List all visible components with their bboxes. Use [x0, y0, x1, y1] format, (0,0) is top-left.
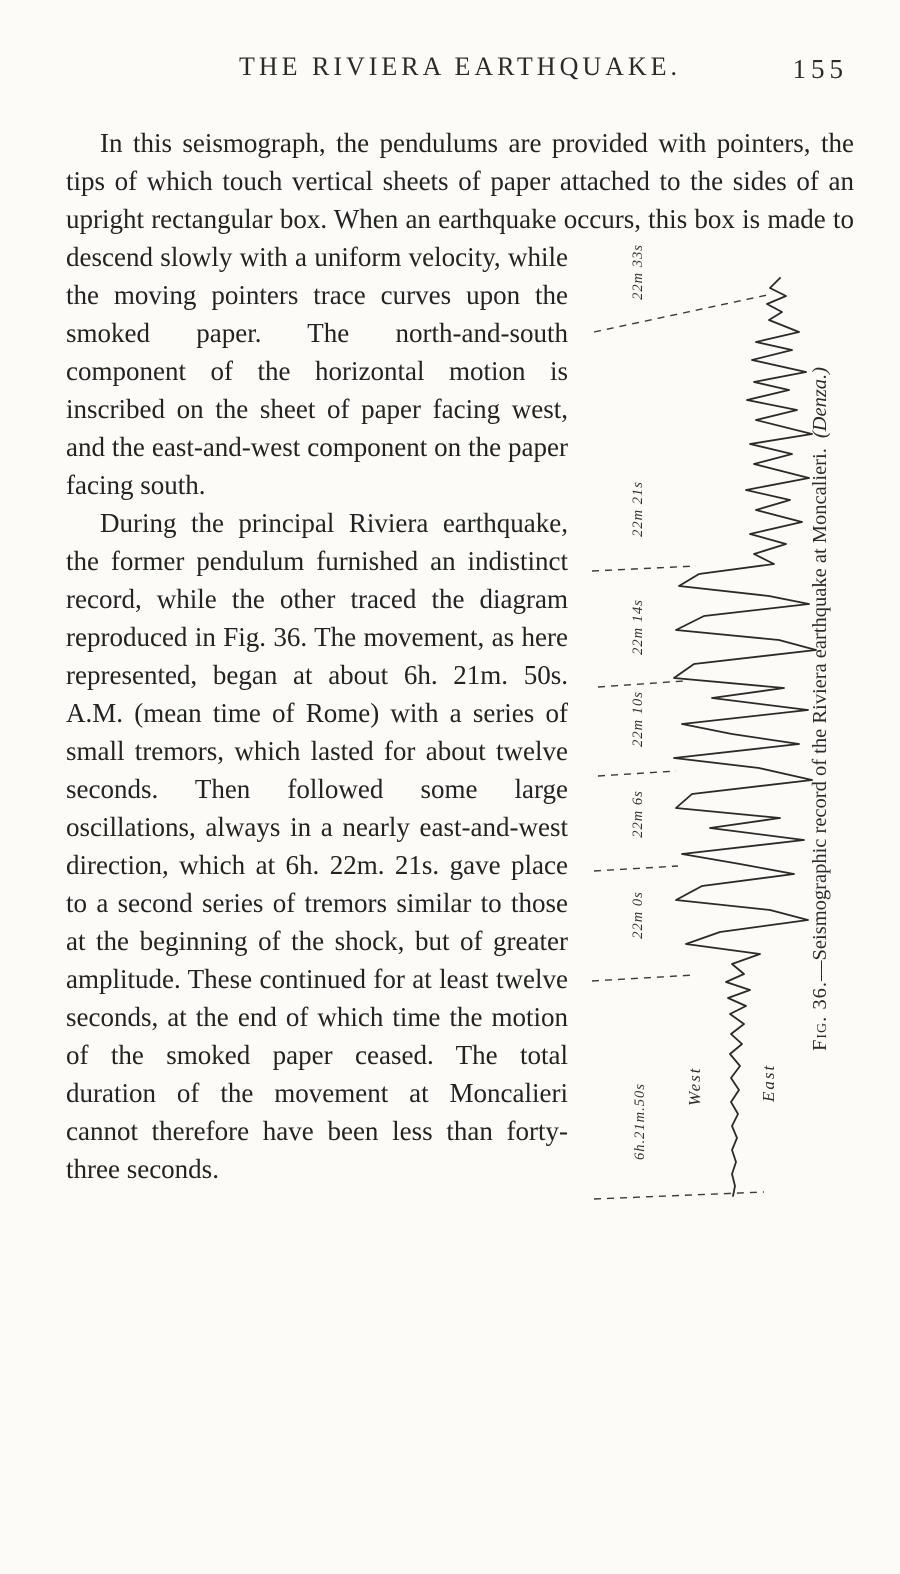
- paragraph-2: During the principal Riviera earthquake, the former pendulum furnished an indistinct record, while the other traced the diagram reproduced in Fig. 36. The movement, as here represented, began at about 6h. 21m. 50s. A.M. (mean time of Rome) with a series of small tremors, which lasted for about twelve seconds. Then followed some large oscillations, always in a nearly east-and-west direction, which at 6h. 22m. 21s. gave place to a second series of tremors similar to those at the beginning of the shock, but of greater amplitude. These continued for at least twelve seconds, at the end of which time the motion of the smoked paper ceased. The total duration of the movement at Moncalieri cannot therefore have been less than forty-three seconds.: [66, 508, 568, 1184]
- figure-caption-credit: (Denza.): [809, 366, 831, 439]
- figure-caption-text: —Seismographic record of the Riviera earthquake at Moncalieri.: [809, 448, 831, 981]
- figure-caption-number: Fig. 36.: [809, 980, 831, 1052]
- paragraph-1-lead: In this seismograph, the pendulums are provided with pointers, the tips of which touch vertical sheets of paper attached to the sides of an upright rectangular box. When an earthquake occurs, this box: [66, 128, 854, 234]
- figure-caption: [801, 244, 831, 1208]
- time-label-6h21m50s: 6h.21m.50s: [632, 1083, 648, 1160]
- time-label-22m0s: 22m 0s: [630, 891, 646, 939]
- trace-line: [674, 278, 816, 1196]
- axis-label-west: West: [685, 1066, 704, 1106]
- paragraph-1-continued: is made to descend slowly with a uniform velocity, while the moving pointers trace curves upon the smoked paper. The north-and-south component of the horizontal motion is inscribed on the sheet of paper facing west, and the east-and-west component on the paper facing south.: [66, 204, 854, 500]
- figure-seismograph: [584, 244, 854, 1209]
- page-header: [66, 52, 854, 102]
- page-number: 155: [792, 54, 848, 84]
- body-text: [66, 124, 854, 1188]
- axis-label-east: East: [759, 1063, 778, 1102]
- time-label-22m21s: 22m 21s: [630, 481, 646, 537]
- time-label-22m14s: 22m 14s: [630, 599, 646, 655]
- time-label-22m10s: 22m 10s: [630, 691, 646, 747]
- time-label-22m33s: 22m 33s: [630, 244, 646, 300]
- running-title: THE RIVIERA EARTHQUAKE.: [238, 52, 682, 81]
- time-label-22m6s: 22m 6s: [630, 790, 646, 838]
